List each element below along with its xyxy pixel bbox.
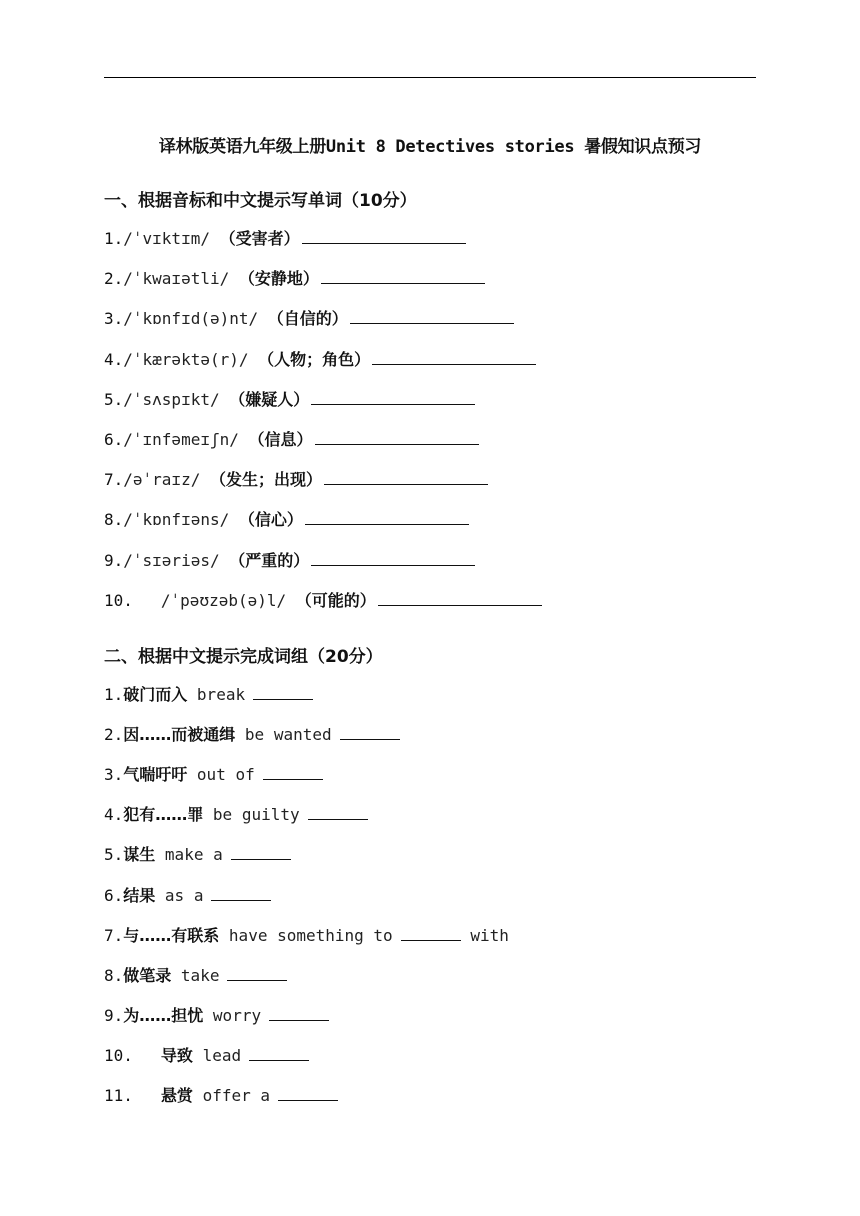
answer-blank[interactable]	[249, 1045, 309, 1061]
answer-blank[interactable]	[253, 684, 313, 700]
question-number: 11.	[104, 1086, 133, 1105]
chinese-hint: 悬赏	[160, 1086, 193, 1105]
phrase-item	[104, 1005, 329, 1027]
chinese-hint: （严重的）	[229, 550, 310, 570]
question-item	[104, 429, 479, 451]
answer-blank[interactable]	[378, 590, 542, 606]
phrase-item	[104, 1045, 309, 1067]
phonetic-transcription: /ˈkærəktə(r)/	[123, 349, 259, 369]
chinese-hint: （自信的）	[267, 309, 348, 329]
answer-blank[interactable]	[305, 509, 469, 525]
chinese-hint: 因……而被通缉	[123, 725, 236, 745]
question-number: 6.	[104, 885, 124, 905]
phrase-prefix: be wanted	[244, 725, 332, 745]
chinese-hint: 气喘吁吁	[123, 765, 188, 785]
chinese-hint: 破门而入	[123, 685, 188, 704]
question-number: 7.	[104, 470, 124, 490]
chinese-hint: （人物；角色）	[258, 349, 371, 369]
document-title: 译林版英语九年级上册Unit 8 Detectives stories 暑假知识点预习	[158, 137, 702, 157]
phrase-item	[104, 724, 400, 746]
question-number: 1.	[104, 229, 124, 248]
question-number: 4.	[104, 805, 124, 825]
question-number: 8.	[104, 510, 124, 530]
phrase-item	[104, 684, 313, 706]
phonetic-transcription: /ˈsɪəriəs/	[123, 550, 230, 570]
question-item	[104, 349, 536, 371]
question-number: 10.	[104, 590, 133, 610]
question-number: 3.	[104, 309, 124, 329]
question-item	[104, 509, 469, 531]
question-number: 4.	[104, 349, 124, 369]
phrase-item	[104, 764, 323, 786]
phrase-prefix: lead	[202, 1045, 242, 1065]
question-item	[104, 550, 475, 572]
answer-blank[interactable]	[227, 965, 287, 981]
question-number: 9.	[104, 550, 124, 570]
phonetic-transcription: /ˈɪnfəmeɪʃn/	[123, 430, 249, 449]
answer-blank[interactable]	[308, 804, 368, 820]
phrase-suffix: with	[470, 925, 509, 945]
question-number: 9.	[104, 1005, 124, 1025]
phrase-prefix: be guilty	[212, 805, 300, 825]
answer-blank[interactable]	[340, 724, 400, 740]
question-item	[104, 590, 542, 612]
question-number: 1.	[104, 685, 124, 704]
phrase-prefix: break	[196, 685, 246, 704]
question-number: 8.	[104, 965, 124, 985]
phrase-prefix: make a	[164, 845, 223, 865]
chinese-hint: 结果	[123, 885, 156, 905]
chinese-hint: 为……担忧	[123, 1005, 204, 1025]
chinese-hint: 谋生	[123, 845, 156, 865]
question-number: 2.	[104, 269, 124, 289]
section-1-heading: 一、根据音标和中文提示写单词（10分）	[104, 191, 417, 211]
answer-blank[interactable]	[278, 1085, 338, 1101]
answer-blank[interactable]	[401, 925, 461, 941]
answer-blank[interactable]	[302, 228, 466, 244]
phrase-prefix: worry	[212, 1005, 262, 1025]
answer-blank[interactable]	[211, 885, 271, 901]
phonetic-transcription: /ˈsʌspɪkt/	[123, 389, 230, 409]
phrase-prefix: offer a	[202, 1086, 270, 1105]
answer-blank[interactable]	[372, 349, 536, 365]
answer-blank[interactable]	[231, 844, 291, 860]
phrase-prefix: take	[180, 965, 220, 985]
chinese-hint: （嫌疑人）	[229, 389, 310, 409]
phrase-item	[104, 925, 509, 947]
phrase-item	[104, 965, 287, 987]
phonetic-transcription: /ˈkwaɪətli/	[123, 269, 239, 289]
phrase-prefix: have something to	[228, 925, 393, 945]
question-item	[104, 469, 488, 491]
question-item	[104, 389, 475, 411]
chinese-hint: （信息）	[248, 430, 313, 449]
question-number: 3.	[104, 765, 124, 785]
answer-blank[interactable]	[321, 268, 485, 284]
question-number: 10.	[104, 1045, 133, 1065]
question-item	[104, 268, 485, 290]
answer-blank[interactable]	[350, 308, 514, 324]
header-rule	[104, 77, 756, 78]
section-2-heading: 二、根据中文提示完成词组（20分）	[104, 647, 383, 667]
phrase-prefix: as a	[164, 885, 204, 905]
question-number: 7.	[104, 925, 124, 945]
question-number: 5.	[104, 389, 124, 409]
question-number: 2.	[104, 725, 124, 745]
answer-blank[interactable]	[311, 389, 475, 405]
chinese-hint: （可能的）	[295, 590, 376, 610]
phrase-item	[104, 804, 368, 826]
phonetic-transcription: /ˈkɒnfɪəns/	[123, 510, 239, 530]
chinese-hint: 导致	[160, 1045, 193, 1065]
answer-blank[interactable]	[315, 429, 479, 445]
chinese-hint: 犯有……罪	[123, 805, 204, 825]
phrase-item	[104, 844, 291, 866]
answer-blank[interactable]	[324, 469, 488, 485]
question-number: 5.	[104, 845, 124, 865]
chinese-hint: （发生；出现）	[209, 470, 322, 490]
question-number: 6.	[104, 430, 124, 449]
phonetic-transcription: /ˈpəʊzəb(ə)l/	[160, 590, 296, 610]
question-item	[104, 308, 514, 330]
phonetic-transcription: /ˈkɒnfɪd(ə)nt/	[123, 309, 268, 329]
chinese-hint: （受害者）	[219, 229, 300, 248]
phonetic-transcription: /ˈvɪktɪm/	[123, 229, 220, 248]
chinese-hint: 与……有联系	[123, 925, 220, 945]
chinese-hint: 做笔录	[123, 965, 172, 985]
chinese-hint: （信心）	[238, 510, 303, 530]
phonetic-transcription: /əˈraɪz/	[123, 470, 210, 490]
answer-blank[interactable]	[311, 550, 475, 566]
phrase-prefix: out of	[196, 765, 255, 785]
answer-blank[interactable]	[269, 1005, 329, 1021]
question-item	[104, 228, 466, 250]
answer-blank[interactable]	[263, 764, 323, 780]
phrase-item	[104, 1085, 338, 1107]
phrase-item	[104, 885, 271, 907]
chinese-hint: （安静地）	[238, 269, 319, 289]
